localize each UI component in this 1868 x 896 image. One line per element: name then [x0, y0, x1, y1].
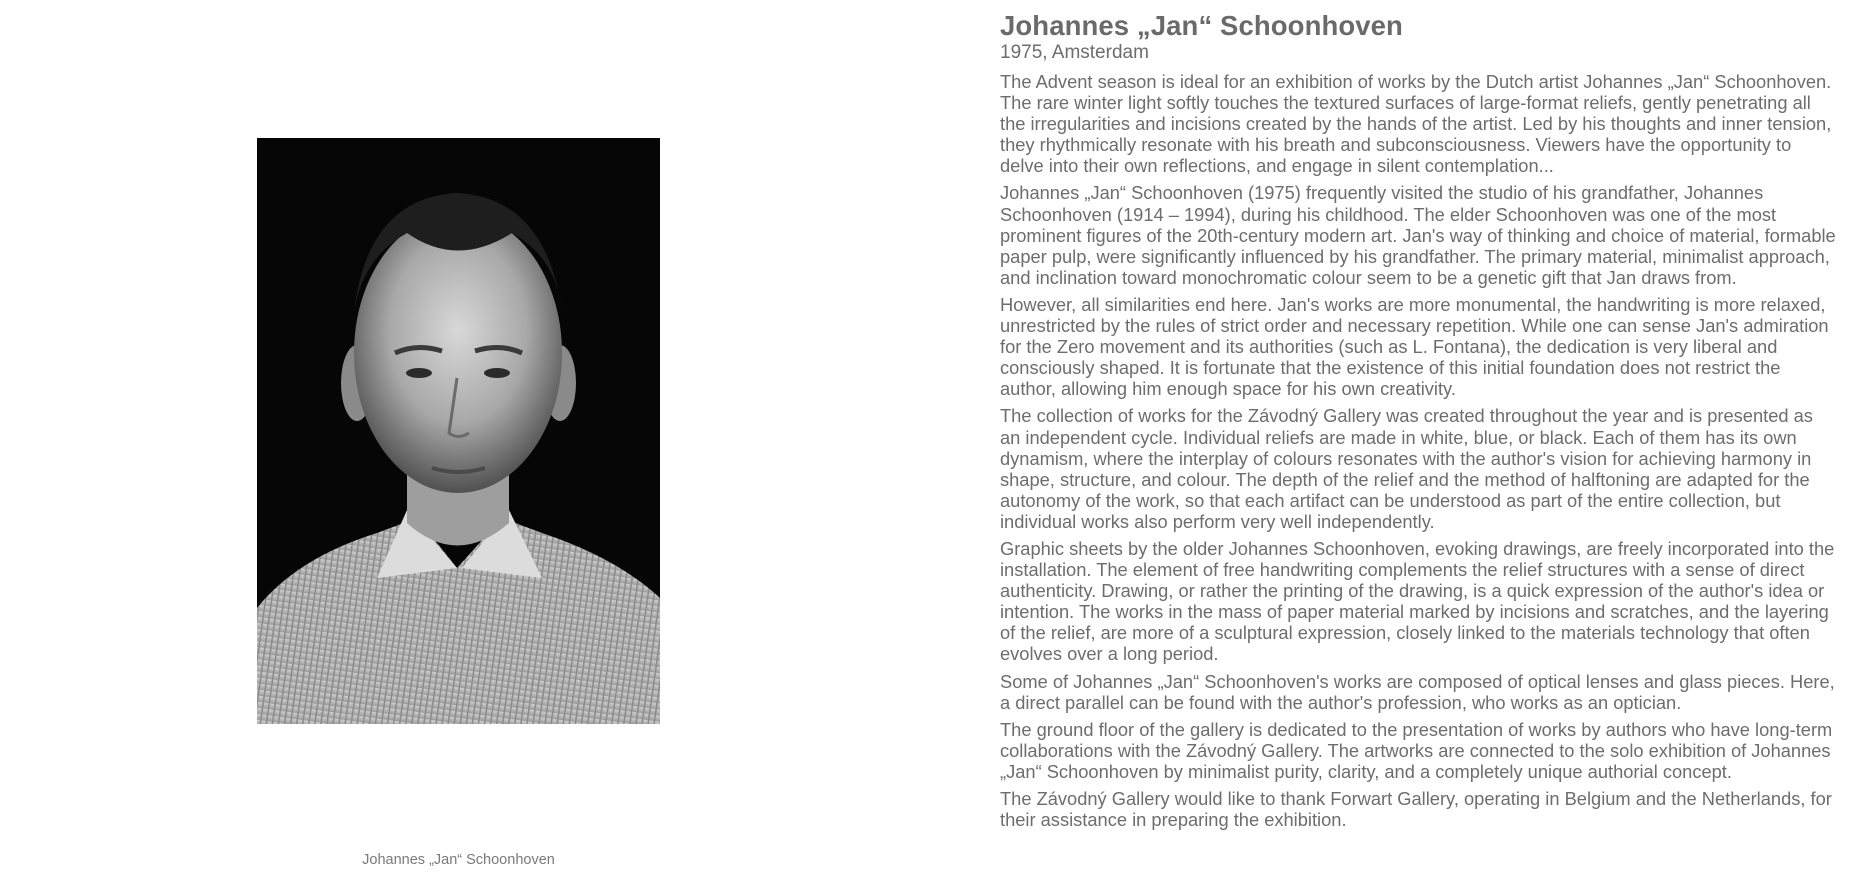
paragraph-1: The Advent season is ideal for an exhibition of works by the Dutch artist Johannes „Jan“ Schoonhoven. The rare winter light softly touches the textured surfaces of large-format reliefs, gently penetrating all the irregularities and incisions created by the hands of the artist. Led by his thoughts and inner tension, they rhythmically resonate with his breath and subconsciousness. Viewers have the opportunity to delve into their own reflections, and engage in silent contemplation...: [1000, 71, 1832, 177]
paragraph-8: The Závodný Gallery would like to thank Forwart Gallery, operating in Belgium and the Netherlands, for their assistance in preparing the exhibition.: [1000, 788, 1832, 831]
article-subtitle: 1975, Amsterdam: [1000, 42, 1149, 63]
paragraph-5: Graphic sheets by the older Johannes Schoonhoven, evoking drawings, are freely incorporated into the installation. The element of free handwriting complements the relief structures with a sense of direct authenticity. Drawing, or rather the printing of the drawing, is a quick expression of the author's idea or intention. The works in the mass of paper material marked by incisions and scratches, and the layering of the relief, are more of a sculptural expression, closely linked to the materials technology that often evolves over a long period.: [1000, 537, 1835, 665]
paragraph-2: Johannes „Jan“ Schoonhoven (1975) frequently visited the studio of his grandfather, Johannes Schoonhoven (1914 – 1994), during his childhood. The elder Schoonhoven was one of the most prominent figures of the 20th-century modern art. Jan's way of thinking and choice of material, formable paper pulp, were significantly influenced by his grandfather. The primary material, minimalist approach, and inclination toward monochromatic colour seem to be a genetic gift that Jan draws from.: [1000, 182, 1836, 288]
paragraph-3: However, all similarities end here. Jan's works are more monumental, the handwriting is more relaxed, unrestricted by the rules of strict order and necessary repetition. While one can sense Jan's admiration for the Zero movement and its authorities (such as L. Fontana), the dedication is very liberal and consciously shaped. It is fortunate that the existence of this initial foundation does not restrict the author, allowing him enough space for his own creativity.: [1000, 293, 1829, 400]
paragraph-7: The ground floor of the gallery is dedicated to the presentation of works by authors who have long-term collaborations with the Závodný Gallery. The artworks are connected to the solo exhibition of Johannes „Jan“ Schoonhoven by minimalist purity, clarity, and a completely unique authorial concept.: [1000, 718, 1833, 782]
left-page: [0, 0, 920, 896]
article-title: Johannes „Jan“ Schoonhoven: [1000, 10, 1403, 41]
right-page: [1000, 10, 1838, 836]
portrait-illustration: [257, 138, 660, 724]
paragraph-4: The collection of works for the Závodný Gallery was created throughout the year and is presented as an independent cycle. Individual reliefs are made in white, blue, or black. Each of them has its own dynamism, where the interplay of colours resonates with the author's vision for achieving harmony in shape, structure, and colour. The depth of the relief and the method of halftoning are adapted for the autonomy of the work, so that each artifact can be understood as part of the entire collection, but individual works also perform very well independently.: [1000, 405, 1813, 532]
paragraph-6: Some of Johannes „Jan“ Schoonhoven's works are composed of optical lenses and glass pieces. Here, a direct parallel can be found with the author's profession, who works as an optician.: [1000, 670, 1835, 713]
portrait-photo: [257, 138, 660, 724]
photo-caption: Johannes „Jan“ Schoonhoven: [362, 852, 555, 868]
